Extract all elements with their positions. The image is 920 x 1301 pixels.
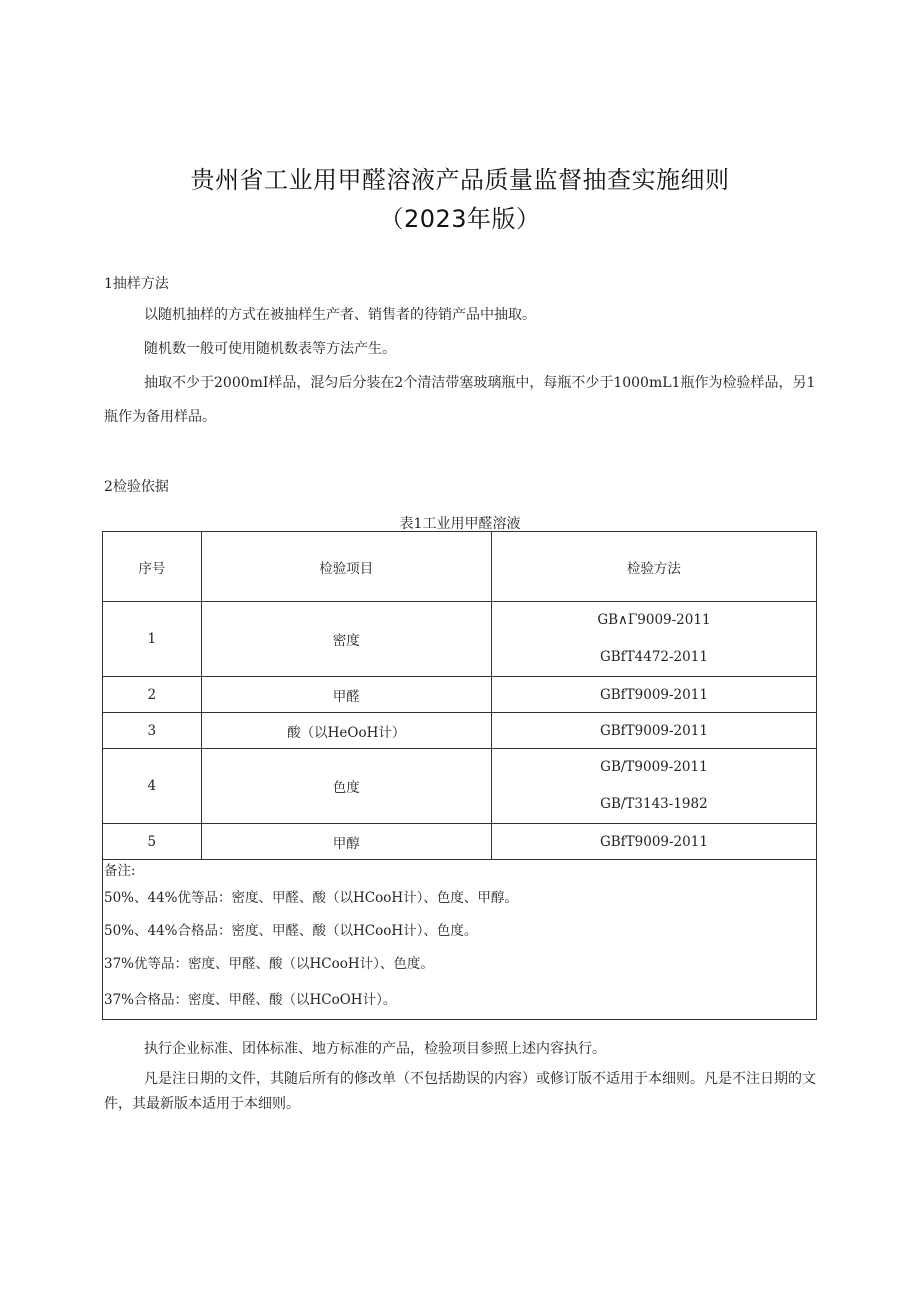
table-row [103,824,817,860]
header-no: 序号 [103,532,202,602]
row-no: 5 [103,824,202,860]
table-header-row [103,532,817,602]
table-caption: 表1工业用甲醛溶液 [399,516,521,532]
table-row [103,602,817,677]
table-row [103,749,817,824]
section-1-paragraph: 以随机抽样的方式在被抽样生产者、销售者的待销产品中抽取。 [144,307,536,323]
table-row [103,713,817,749]
method-standard: GBfT4472-2011 [599,649,708,665]
row-item: 甲醇 [201,824,491,860]
header-method: 检验方法 [491,532,816,602]
section-2-paragraph: 执行企业标准、团体标准、地方标准的产品，检验项目参照上述内容执行。 [144,1041,606,1057]
row-item: 酸（以HeOoH计） [201,713,491,749]
row-method [491,749,816,824]
row-method: GBfT9009-2011 [491,677,816,713]
inspection-table [102,531,817,1020]
table-notes-row [103,860,817,1020]
method-standard: GB∧Γ9009-2011 [597,612,711,628]
row-method [491,602,816,677]
header-item: 检验项目 [201,532,491,602]
row-no: 3 [103,713,202,749]
table-row [103,677,817,713]
note-line: 37%优等品：密度、甲醛、酸（以HCooH计）、色度。 [104,956,434,972]
row-no: 4 [103,749,202,824]
row-item: 色度 [201,749,491,824]
method-standard: GB/T9009-2011 [600,759,708,775]
section-2-paragraph: 凡是注日期的文件，其随后所有的修改单（不包括勘误的内容）或修订版不适用于本细则。凡是不注日期的文件，其最新版本适用于本细则。 [104,1071,816,1112]
section-2-heading: 2检验依据 [104,479,169,495]
row-method: GBfT9009-2011 [491,824,816,860]
section-1-paragraph: 随机数一般可使用随机数表等方法产生。 [144,341,396,357]
section-1-paragraph: 抽取不少于2000mI样品，混匀后分装在2个清洁带塞玻璃瓶中，每瓶不少于1000mL1瓶作为检验样品，另1瓶作为备用样品。 [104,375,816,425]
row-item: 密度 [201,602,491,677]
document-title: 贵州省工业用甲醛溶液产品质量监督抽查实施细则 [190,166,730,194]
row-no: 2 [103,677,202,713]
section-1-heading: 1抽样方法 [104,276,169,292]
notes-label: 备注: [104,863,136,879]
note-line: 50%、44%合格品：密度、甲醛、酸（以HCooH计）、色度。 [104,923,478,939]
row-no: 1 [103,602,202,677]
note-line: 37%合格品：密度、甲醛、酸（以HCoOH计）。 [104,992,397,1008]
table-notes [103,860,817,1020]
note-line: 50%、44%优等品：密度、甲醛、酸（以HCooH计）、色度、甲醇。 [104,890,518,906]
method-standard: GB/T3143-1982 [600,796,708,812]
document-edition: （2023年版） [379,205,541,233]
row-method: GBfT9009-2011 [491,713,816,749]
row-item: 甲醛 [201,677,491,713]
